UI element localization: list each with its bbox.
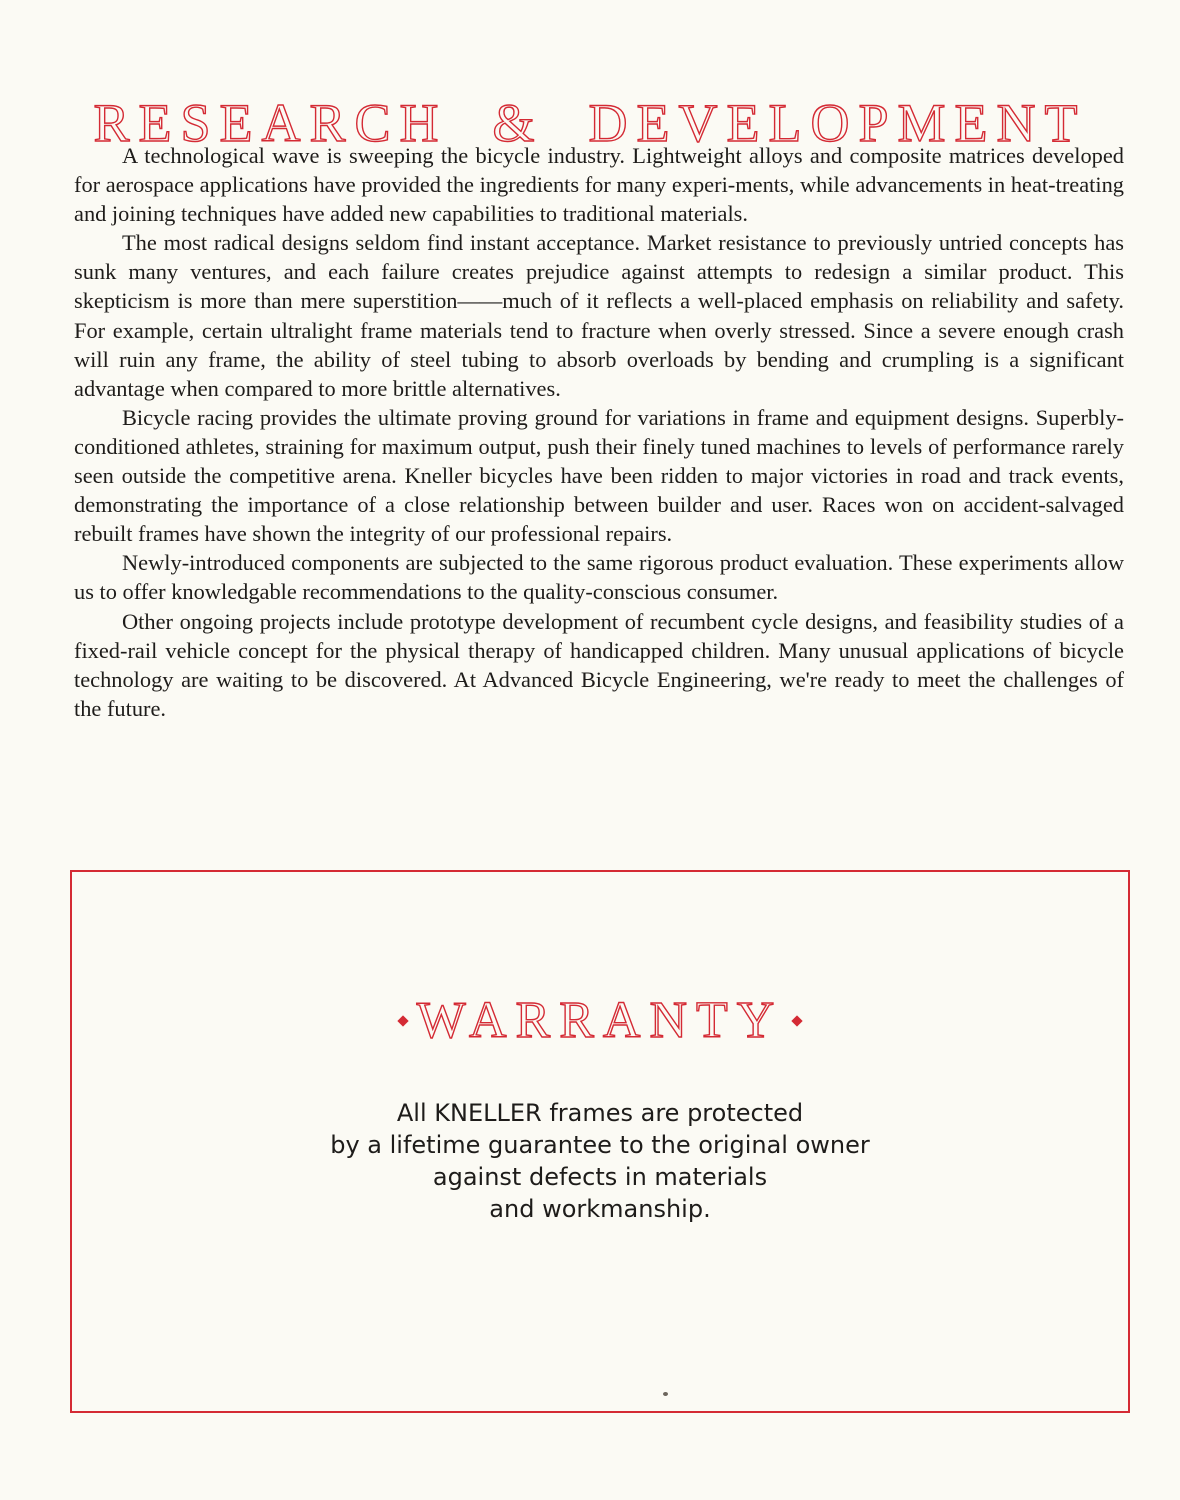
title-ampersand: &	[492, 93, 544, 154]
right-diamond-ornament-icon	[792, 1015, 803, 1026]
warranty-line-1: All KNELLER frames are protected	[396, 1099, 804, 1127]
title-research: RESEARCH	[93, 93, 448, 154]
warranty-box	[70, 870, 1130, 1413]
warranty-title: WARRANTY	[416, 992, 784, 1049]
title-development: DEVELOPMENT	[588, 93, 1087, 154]
left-diamond-ornament-icon	[397, 1015, 408, 1026]
paragraph-technological-wave: A technological wave is sweeping the bicycle industry. Lightweight alloys and composite matrices developed for aerospace applications have provided the ingredients for many experi-ments, while advancements in heat-treating and joining techniques have added new capabilities to traditional materials.	[74, 143, 1124, 227]
article-body	[74, 141, 1124, 723]
paragraph-new-components: Newly-introduced components are subjected to the same rigorous product evaluation. These experiments allow us to offer knowledgable recommendations to the quality-conscious consumer.	[74, 550, 1124, 605]
paragraph-ongoing-projects: Other ongoing projects include prototype development of recumbent cycle designs, and feasibility studies of a fixed-rail vehicle concept for the physical therapy of handicapped children. Many unusual applications of bicycle technology are waiting to be discovered. At Advanced Bicycle Engineering, we're ready to meet the challenges of the future.	[74, 608, 1124, 721]
warranty-line-3: against defects in materials	[432, 1163, 768, 1191]
paragraph-radical-designs: The most radical designs seldom find instant acceptance. Market resistance to previously untried concepts has sunk many ventures, and each failure creates prejudice against attempts to redesign a similar product. This skepticism is more than mere superstition——much of it reflects a well-placed emphasis on reliability and safety. For example, certain ultralight frame materials tend to fracture when overly stressed. Since a severe enough crash will ruin any frame, the ability of steel tubing to absorb overloads by bending and crumpling is a significant advantage when compared to more brittle alternatives.	[74, 230, 1124, 401]
paragraph-bicycle-racing: Bicycle racing provides the ultimate proving ground for variations in frame and equipment designs. Superbly-conditioned athletes, straining for maximum output, push their finely tuned machines to levels of performance rarely seen outside the competitive arena. Kneller bicycles have been ridden to major victories in road and track events, demonstrating the importance of a close relationship between builder and user. Races won on accident-salvaged rebuilt frames have shown the integrity of our professional repairs.	[74, 404, 1124, 547]
paper-speck-mark	[663, 1392, 668, 1396]
warranty-line-4: and workmanship.	[489, 1195, 711, 1223]
warranty-line-2: by a lifetime guarantee to the original owner	[330, 1131, 870, 1159]
warranty-heading	[72, 991, 1128, 1051]
warranty-statement	[72, 1097, 1128, 1225]
